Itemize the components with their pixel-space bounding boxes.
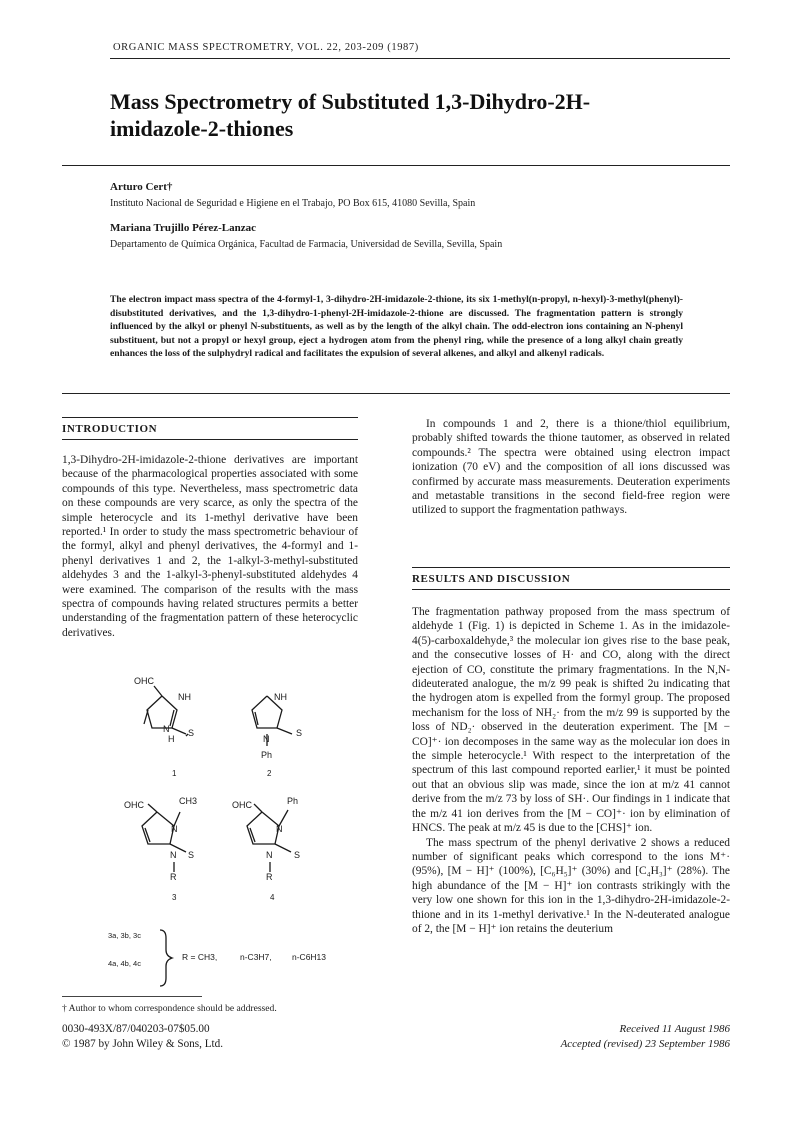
- struct-text: R: [170, 872, 177, 882]
- abstract-rule: [62, 393, 730, 394]
- series-label: 4a, 4b, 4c: [108, 959, 141, 968]
- struct-text: Ph: [287, 796, 299, 806]
- paragraph: The fragmentation pathway proposed from the mass spectrum of aldehyde 1 (Fig. 1) is depicted in Scheme 1. As in the imidazole-4(5)-carboxaldehyde,³ the molecular ion gives rise to the base peak, and the consecutive losses of H· and CO, along with the direct ejection of CO, constitute the primary fragmentations. In the N,N-dideuterated analogue, the m/z 99 peak is shifted 2u indicating that the hydrogen atom is expelled from the formyl group. The proposed mechanism for the loss of NH₂· from the m/z 99 is supported by the loss of ND₂· observed in the deuteration experiment. The [M − CO]⁺· ion decomposes in the same way as the molecular ion does in the simple heterocycle.¹ With respect to the interpretation of the spectrum of this last compound reported earlier,¹ it must be pointed out that an obvious slip was made, since the ion at m/z 41 cannot derive from the m/z 73 by loss of SH·. Our findings in 1 indicate that the m/z 41 ion derives from the [M − CO]⁺· ion by elimination of HNCS. The peak at m/z 45 is due to the [CHS]⁺ ion.: [412, 606, 730, 835]
- received-dates: [561, 1022, 730, 1052]
- r-definition: R = CH3,: [182, 952, 218, 962]
- author-name: Mariana Trujillo Pérez-Lanzac: [110, 222, 257, 234]
- author-affiliation: Instituto Nacional de Seguridad e Higiene en el Trabajo, PO Box 615, 41080 Sevilla, Spain: [110, 198, 476, 209]
- struct-text: CH3: [179, 796, 198, 806]
- paragraph: In compounds 1 and 2, there is a thione/thiol equilibrium, probably shifted towards the thione tautomer, as observed in related compounds.² The spectra were obtained using electron impact ionization (70 eV) and the composition of all ions discussed was confirmed by accurate mass measurements. Deuteration experiments and metastable transitions in the second field-free region were utilized to support the fragmentation pathways.: [412, 418, 730, 517]
- struct-text: N: [163, 724, 170, 734]
- title-line-2: imidazole-2-thiones: [110, 116, 294, 141]
- article-title: [110, 88, 730, 142]
- series-label: 3a, 3b, 3c: [108, 931, 141, 940]
- struct-text: OHC: [134, 676, 154, 686]
- struct-text: S: [294, 850, 301, 860]
- struct-text: R: [266, 872, 273, 882]
- section-rule: [62, 439, 358, 440]
- struct-text: S: [296, 728, 303, 738]
- structure-figure: [62, 672, 358, 987]
- copyright: © 1987 by John Wiley & Sons, Ltd.: [62, 1038, 224, 1050]
- introduction-text: [62, 453, 358, 640]
- section-rule: [62, 417, 358, 418]
- struct-text: S: [188, 728, 195, 738]
- title-line-1: Mass Spectrometry of Substituted 1,3-Dihydro-2H-: [110, 89, 591, 114]
- price-code: 0030-493X/87/040203-07$05.00: [62, 1023, 210, 1035]
- footnote-rule: [62, 996, 202, 997]
- struct-label-1: 1: [172, 769, 177, 778]
- section-heading-introduction: INTRODUCTION: [62, 423, 158, 435]
- header-rule: [110, 58, 730, 59]
- struct-label-4: 4: [270, 893, 275, 902]
- struct-text: OHC: [124, 800, 144, 810]
- right-intro-text: [412, 417, 730, 518]
- publication-code: [62, 1022, 223, 1052]
- struct-label-3: 3: [172, 893, 177, 902]
- r-definition: n-C6H13: [292, 952, 327, 962]
- section-rule: [412, 589, 730, 590]
- struct-text: N: [263, 734, 270, 744]
- structures-svg: [62, 672, 358, 987]
- section-heading-results: RESULTS AND DISCUSSION: [412, 573, 571, 585]
- struct-label-2: 2: [267, 769, 272, 778]
- r-definition: n-C3H7,: [240, 952, 272, 962]
- footnote: † Author to whom correspondence should be addressed.: [62, 1003, 277, 1014]
- ring-4: [247, 812, 279, 844]
- results-text: [412, 605, 730, 936]
- author-name: Arturo Cert†: [110, 181, 173, 193]
- struct-text: N: [276, 824, 283, 834]
- struct-text: NH: [178, 692, 191, 702]
- section-rule: [412, 567, 730, 568]
- struct-text: NH: [274, 692, 287, 702]
- author-affiliation: Departamento de Química Orgánica, Facultad de Farmacia, Universidad de Sevilla, Sevilla, Spain: [110, 239, 503, 250]
- accepted-date: Accepted (revised) 23 September 1986: [560, 1038, 730, 1050]
- ring-3: [142, 812, 174, 844]
- paragraph: The mass spectrum of the phenyl derivative 2 shows a reduced number of significant peaks which correspond to the ions M⁺· (95%), [M − H]⁺ (100%), [C₆H₅]⁺ (30%) and [C₄H₃]⁺ (28%). The high abundance of the [M − H]⁺ ion contrasts strikingly with the very low one shown for this ion in the 1,3-dihydro-2H-imidazole-2-thione and in its 1-methyl derivative.¹ In the N-deuterated analogue of 2, the [M − H]⁺ ion retains the deuterium: [412, 836, 730, 935]
- received-date: Received 11 August 1986: [619, 1023, 730, 1035]
- struct-text: Ph: [261, 750, 273, 760]
- struct-text: S: [188, 850, 195, 860]
- ring-1: [147, 696, 177, 728]
- struct-text: N: [266, 850, 273, 860]
- abstract: The electron impact mass spectra of the 4-formyl-1, 3-dihydro-2H-imidazole-2-thione, its six 1-methyl(n-propyl, n-hexyl)-3-methyl(phenyl)-disubstituted derivatives, and the 1,3-dihydro-1-phenyl-2H-imidazole-2-thione are discussed. The fragmentation pattern is strongly influenced by the alkyl or phenyl N-substituents, as well as by the length of the alkyl chain. The odd-electron ions containing an N-phenyl substituent, but not a propyl or hexyl group, eject a hydrogen atom from the phenyl ring, while the presence of a long alkyl chain greatly enhances the loss of the sulphydryl radical and facilitates the expulsion of several alkenes, and alkyl and alkenyl radicals.: [110, 294, 683, 360]
- struct-text: N: [171, 824, 178, 834]
- struct-text: OHC: [232, 800, 252, 810]
- journal-header: ORGANIC MASS SPECTROMETRY, VOL. 22, 203-209 (1987): [113, 42, 419, 53]
- struct-text: N: [170, 850, 177, 860]
- paragraph: 1,3-Dihydro-2H-imidazole-2-thione derivatives are important because of the pharmacological properties associated with some compounds of this type. Nevertheless, mass spectrometric data on these compounds are very scarce, as only the spectra of the simple heterocycle and its 1-methyl derivative have been reported.¹ In order to study the mass spectrometric behaviour of the formyl, alkyl and phenyl derivatives, the 4-formyl and 1-phenyl derivatives 1 and 2, the 1-alkyl-3-methyl-substituted aldehydes 3 and the 1-alkyl-3-phenyl-substituted aldehydes 4 were examined. The comparison of the results with the mass spectra of compounds having related structures permits a better understanding of the fragmentation pattern of these heterocyclic derivatives.: [62, 454, 358, 639]
- title-rule: [62, 165, 730, 166]
- struct-text: H: [168, 734, 175, 744]
